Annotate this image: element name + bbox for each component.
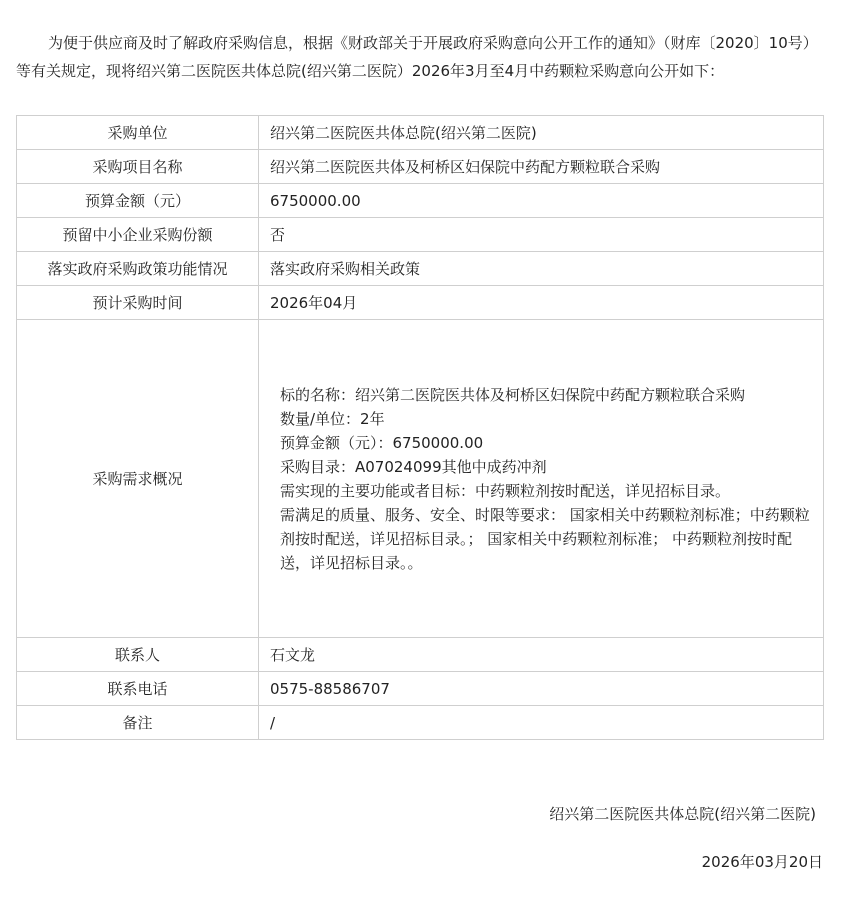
table-row — [17, 184, 824, 218]
table-row — [17, 706, 824, 740]
row-label-project-name: 采购项目名称 — [17, 150, 259, 184]
table-row — [17, 116, 824, 150]
row-label-budget: 预算金额（元） — [17, 184, 259, 218]
row-value-project-name: 绍兴第二医院医共体及柯桥区妇保院中药配方颗粒联合采购 — [259, 150, 824, 184]
table-row — [17, 672, 824, 706]
row-value-purchasing-unit: 绍兴第二医院医共体总院(绍兴第二医院) — [259, 116, 824, 150]
row-label-remarks: 备注 — [17, 706, 259, 740]
table-row — [17, 150, 824, 184]
row-label-sme-share: 预留中小企业采购份额 — [17, 218, 259, 252]
requirement-line: 需满足的质量、服务、安全、时限等要求： 国家相关中药颗粒剂标准；中药颗粒剂按时配送，详见招标目录。； 国家相关中药颗粒剂标准； 中药颗粒剂按时配送，详见招标目录。。 — [280, 505, 810, 572]
row-label-phone: 联系电话 — [17, 672, 259, 706]
procurement-intent-table — [16, 115, 824, 740]
table-row — [17, 218, 824, 252]
row-value-phone: 0575-88586707 — [259, 672, 824, 706]
row-value-expected-time: 2026年04月 — [259, 286, 824, 320]
row-label-expected-time: 预计采购时间 — [17, 286, 259, 320]
table-row — [17, 286, 824, 320]
row-value-sme-share: 否 — [259, 218, 824, 252]
table-row — [17, 252, 824, 286]
row-label-requirements: 采购需求概况 — [17, 320, 259, 638]
footer-organization: 绍兴第二医院医共体总院(绍兴第二医院) — [549, 805, 816, 823]
requirements-text — [270, 383, 823, 575]
row-value-remarks: / — [259, 706, 824, 740]
row-value-requirements — [259, 320, 824, 638]
footer-date: 2026年03月20日 — [701, 853, 823, 871]
intro-paragraph: 为便于供应商及时了解政府采购信息，根据《财政部关于开展政府采购意向公开工作的通知》（财库〔2020〕10号）等有关规定，现将绍兴第二医院医共体总院(绍兴第二医院）2026年3月至4月中药颗粒采购意向公开如下： — [16, 34, 818, 80]
table-row — [17, 638, 824, 672]
requirement-line: 数量/单位：2年 — [280, 409, 385, 428]
table-row-requirements — [17, 320, 824, 638]
requirement-line: 预算金额（元）：6750000.00 — [280, 433, 484, 452]
requirement-line: 需实现的主要功能或者目标：中药颗粒剂按时配送，详见招标目录。 — [280, 481, 731, 500]
row-value-budget: 6750000.00 — [259, 184, 824, 218]
row-label-purchasing-unit: 采购单位 — [17, 116, 259, 150]
row-label-policy: 落实政府采购政策功能情况 — [17, 252, 259, 286]
requirement-line: 标的名称：绍兴第二医院医共体及柯桥区妇保院中药配方颗粒联合采购 — [280, 385, 746, 404]
requirement-line: 采购目录：A07024099其他中成药冲剂 — [280, 457, 547, 476]
row-value-policy: 落实政府采购相关政策 — [259, 252, 824, 286]
row-label-contact: 联系人 — [17, 638, 259, 672]
row-value-contact: 石文龙 — [259, 638, 824, 672]
